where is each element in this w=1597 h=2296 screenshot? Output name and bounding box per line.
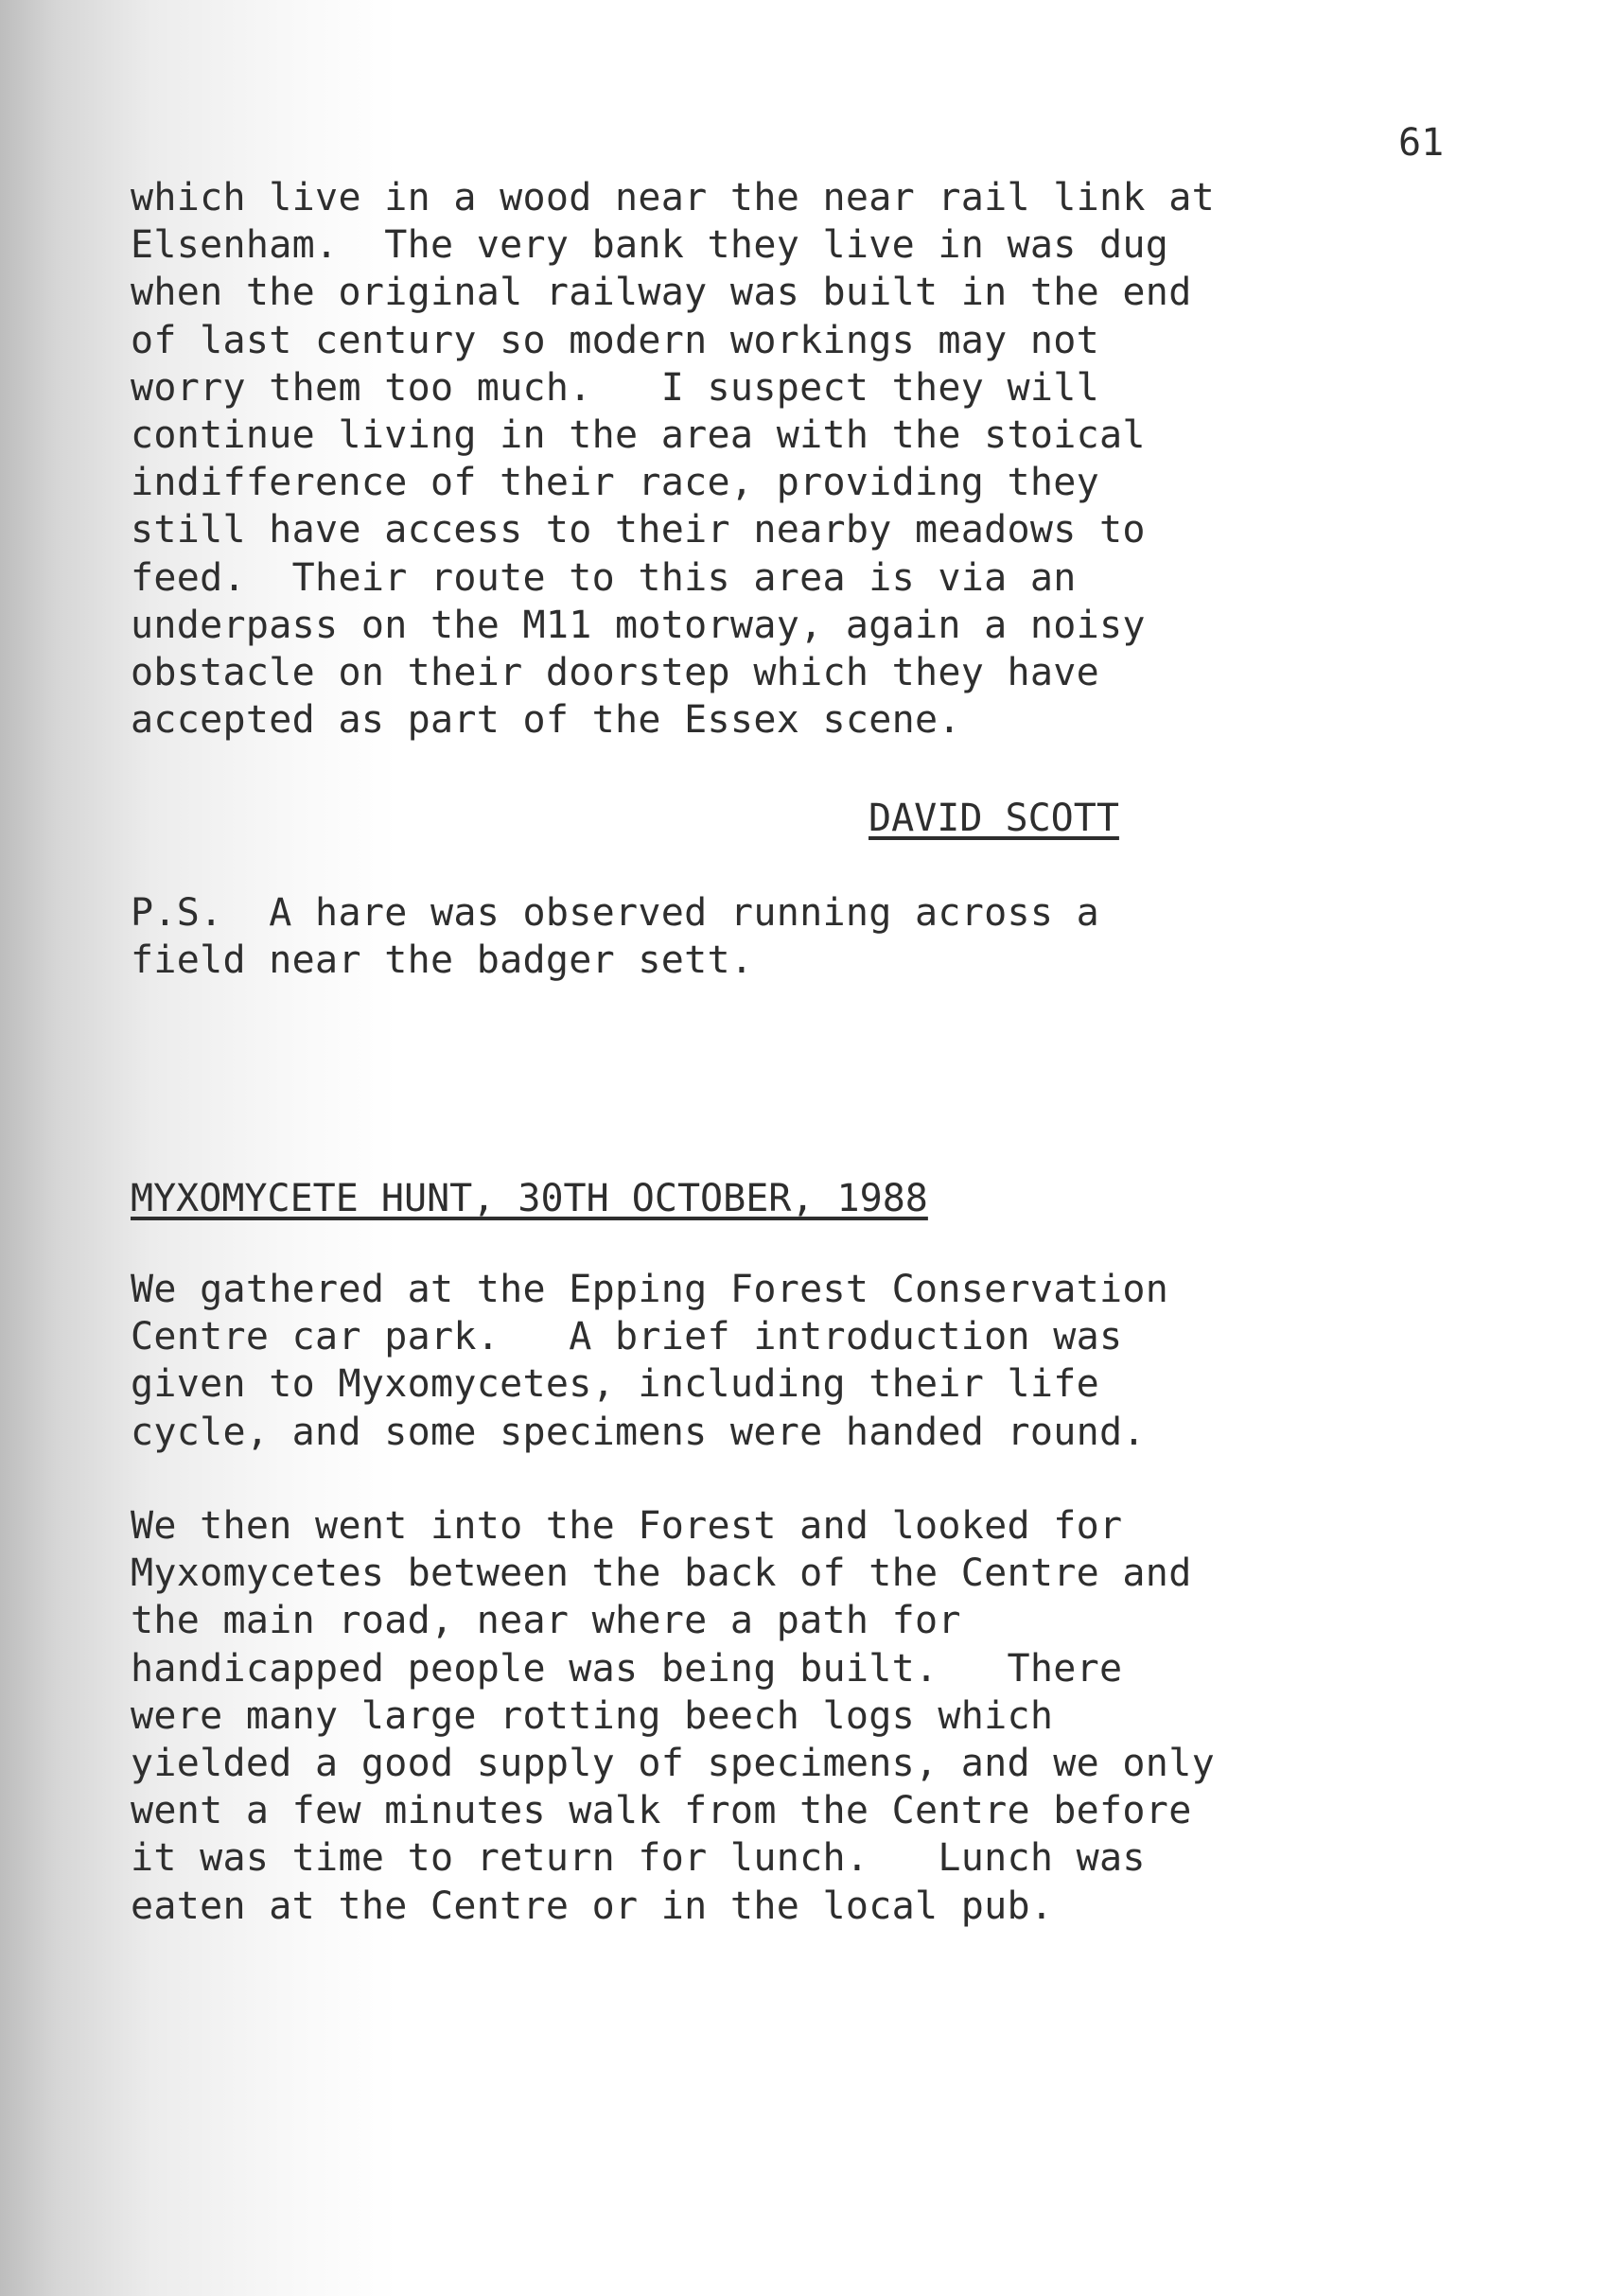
section-heading: MYXOMYCETE HUNT, 30TH OCTOBER, 1988 bbox=[131, 1177, 928, 1220]
text-line: continue living in the area with the stoical bbox=[131, 413, 1146, 458]
article-badgers-body bbox=[131, 174, 1215, 744]
text-line: cycle, and some specimens were handed round. bbox=[131, 1410, 1146, 1454]
text-line: field near the badger sett. bbox=[131, 938, 754, 983]
text-line: when the original railway was built in the end bbox=[131, 271, 1192, 315]
text-line: We then went into the Forest and looked for bbox=[131, 1504, 1123, 1548]
text-line: which live in a wood near the near rail link at bbox=[131, 176, 1215, 219]
text-line: We gathered at the Epping Forest Conservation bbox=[131, 1268, 1169, 1311]
text-line: went a few minutes walk from the Centre before bbox=[131, 1789, 1192, 1833]
text-line: obstacle on their doorstep which they have bbox=[131, 651, 1100, 695]
page-number: 61 bbox=[1398, 121, 1445, 165]
text-line: of last century so modern workings may not bbox=[131, 318, 1100, 362]
text-line: indifference of their race, providing they bbox=[131, 461, 1100, 505]
text-line: Elsenham. The very bank they live in was dug bbox=[131, 223, 1169, 268]
text-line: the main road, near where a path for bbox=[131, 1599, 961, 1643]
text-line: accepted as part of the Essex scene. bbox=[131, 698, 961, 743]
author-signature: DAVID SCOTT bbox=[869, 797, 1119, 840]
myxomycete-paragraph-2 bbox=[131, 1502, 1215, 1930]
text-line: were many large rotting beech logs which bbox=[131, 1693, 1054, 1738]
postscript bbox=[131, 889, 1099, 984]
text-line: feed. Their route to this area is via an bbox=[131, 555, 1077, 600]
text-line: underpass on the M11 motorway, again a noisy bbox=[131, 603, 1146, 647]
myxomycete-paragraph-1 bbox=[131, 1266, 1168, 1456]
text-line: worry them too much. I suspect they will bbox=[131, 365, 1100, 410]
text-line: yielded a good supply of specimens, and we only bbox=[131, 1742, 1215, 1786]
text-line: eaten at the Centre or in the local pub. bbox=[131, 1884, 1054, 1928]
text-line: Centre car park. A brief introduction was bbox=[131, 1315, 1123, 1359]
text-line: still have access to their nearby meadows to bbox=[131, 508, 1146, 552]
text-line: handicapped people was being built. There bbox=[131, 1646, 1123, 1691]
text-line: P.S. A hare was observed running across a bbox=[131, 891, 1100, 935]
text-line: Myxomycetes between the back of the Centre and bbox=[131, 1551, 1192, 1596]
text-line: given to Myxomycetes, including their life bbox=[131, 1362, 1100, 1407]
text-line: it was time to return for lunch. Lunch was bbox=[131, 1836, 1146, 1881]
